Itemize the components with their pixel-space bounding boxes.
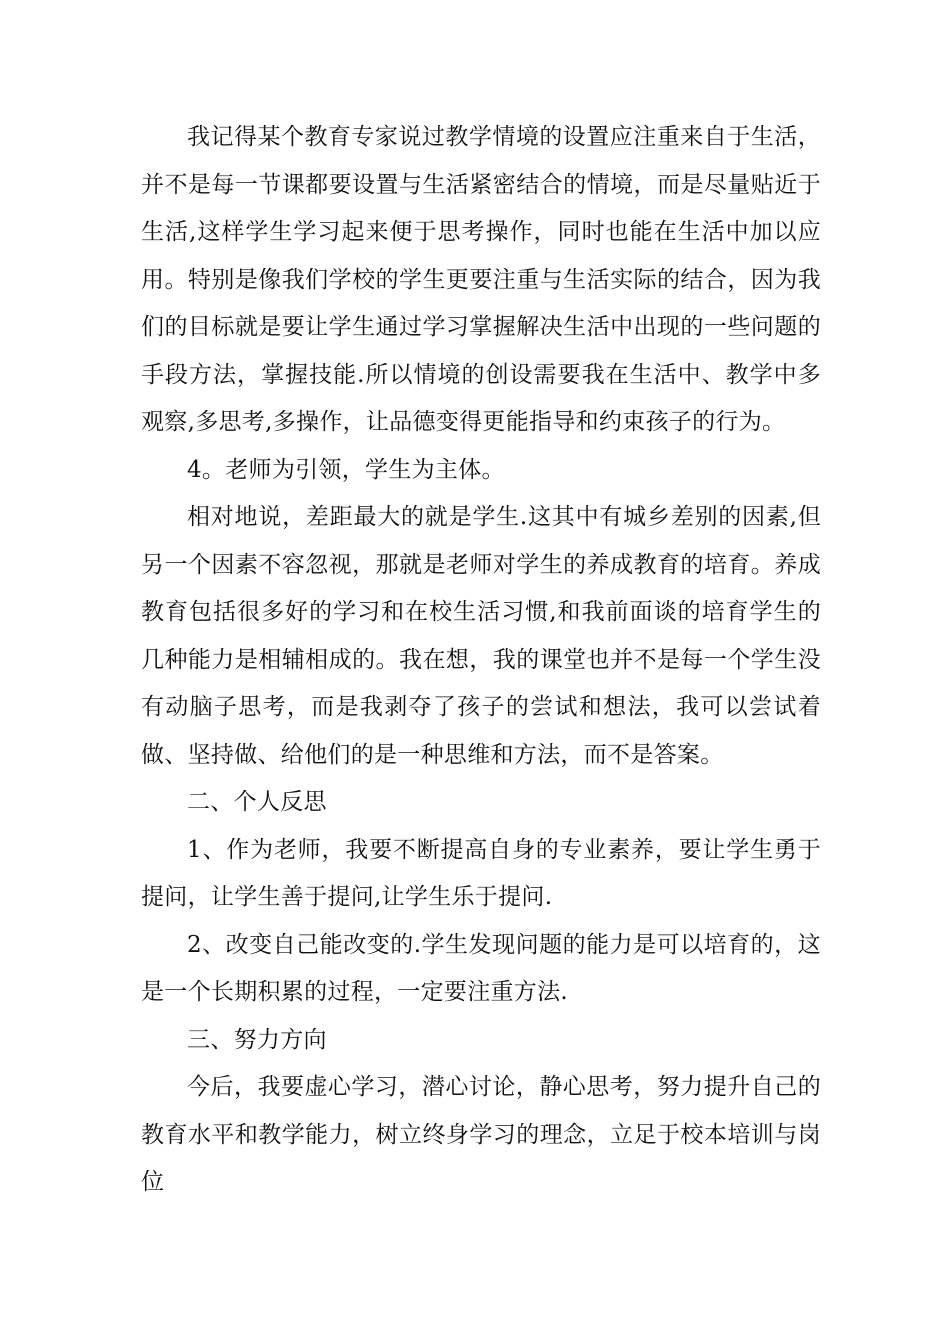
paragraph-direction: 今后，我要虚心学习，潜心讨论，静心思考，努力提升自己的教育水平和教学能力，树立终身学习的理念，立足于校本培训与岗位 — [141, 1074, 821, 1195]
paragraph-teacher-lead: 4。老师为引领，学生为主体。 — [187, 456, 505, 483]
paragraph-situation-design: 我记得某个教育专家说过教学情境的设置应注重来自于生活，并不是每一节课都要设置与生活紧密结合的情境，而是尽量贴近于生活,这样学生学习起来便于思考操作，同时也能在生活中加以应用。特别是像我们学校的学生更要注重与生活实际的结合，因为我们的目标就是要让学生通过学习掌握解决生活中出现的一些问题的手段方法，掌握技能.所以情境的创设需要我在生活中、教学中多观察,多思考,多操作，让品德变得更能指导和约束孩子的行为。 — [141, 124, 821, 435]
document-body — [141, 114, 821, 1207]
heading-direction: 三、努力方向 — [187, 1026, 327, 1053]
paragraph-habit-education: 相对地说，差距最大的就是学生.这其中有城乡差别的因素,但另一个因素不容忽视，那就是老师对学生的养成教育的培育。养成教育包括很多好的学习和在校生活习惯,和我前面谈的培育学生的几种能力是相辅相成的。我在想，我的课堂也并不是每一个学生没有动脑子思考，而是我剥夺了孩子的尝试和想法，我可以尝试着做、坚持做、给他们的是一种思维和方法，而不是答案。 — [141, 504, 821, 768]
heading-personal-reflection: 二、个人反思 — [187, 789, 327, 815]
paragraph-reflection-2: 2、改变自己能改变的.学生发现问题的能力是可以培育的，这是一个长期积累的过程，一定要注重方法. — [141, 931, 821, 1005]
paragraph-reflection-1: 1、作为老师，我要不断提高自身的专业素养，要让学生勇于提问，让学生善于提问,让学生乐于提问. — [141, 836, 821, 910]
